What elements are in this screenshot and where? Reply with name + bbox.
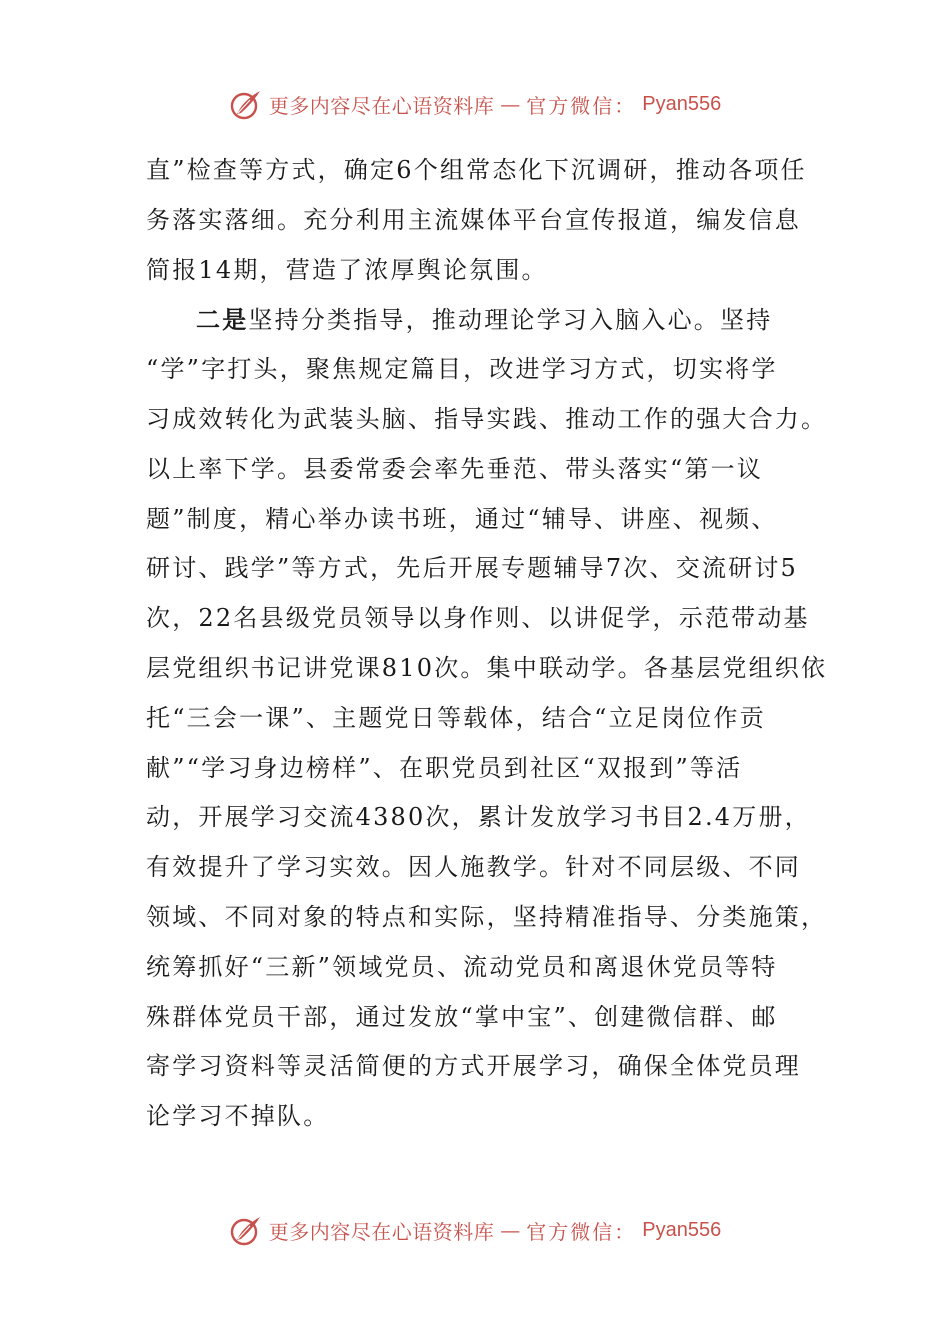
text-line: “学”字打头，聚焦规定篇目，改进学习方式，切实将学 xyxy=(146,355,778,384)
document-body xyxy=(146,146,828,1142)
text-line: 献”“学习身边榜样”、在职党员到社区“双报到”等活 xyxy=(146,753,743,782)
footer-separator: — xyxy=(500,1218,521,1242)
text-line: 直”检查等方式，确定6个组常态化下沉调研，推动各项任 xyxy=(146,156,807,184)
text-line: 次，22名县级党员领导以身作则、以讲促学，示范带动基 xyxy=(146,604,810,633)
footer-wechat-label: 官方微信： xyxy=(526,1219,637,1244)
text-line: 研讨、践学”等方式，先后开展专题辅导7次、交流研讨5 xyxy=(146,554,799,583)
text-line: 托“三会一课”、主题党日等载体，结合“立足岗位作贡 xyxy=(146,703,766,732)
text-line: 以上率下学。县委常委会率先垂范、带头落实“第一议 xyxy=(146,454,764,483)
text-line: 论学习不掉队。 xyxy=(146,1102,330,1131)
text-line: 务落实落细。充分利用主流媒体平台宣传报道，编发信息 xyxy=(146,205,801,234)
quill-logo-icon xyxy=(229,1213,263,1247)
text-line: 题”制度，精心举办读书班，通过“辅导、讲座、视频、 xyxy=(146,504,778,533)
paragraph-first-line-text: 坚持分类指导，推动理论学习入脑入心。坚持 xyxy=(248,306,773,335)
footer-site-text: 更多内容尽在心语资料库 xyxy=(268,1219,495,1244)
text-line: 有效提升了学习实效。因人施教学。针对不同层级、不同 xyxy=(146,853,801,882)
header-site-text: 更多内容尽在心语资料库 xyxy=(268,93,495,118)
text-line: 寄学习资料等灵活简便的方式开展学习，确保全体党员理 xyxy=(146,1052,801,1081)
footer-banner xyxy=(0,1210,950,1250)
paragraph-first-line xyxy=(146,295,808,345)
footer-wechat-id: Pyan556 xyxy=(642,1218,722,1241)
text-line: 领域、不同对象的特点和实际，坚持精准指导、分类施策， xyxy=(146,902,828,931)
text-line: 统筹抓好“三新”领域党员、流动党员和离退休党员等特 xyxy=(146,952,778,981)
text-line: 动，开展学习交流4380次，累计发放学习书目2.4万册， xyxy=(146,803,811,832)
header-wechat-label: 官方微信： xyxy=(526,93,637,118)
quill-logo-icon xyxy=(229,87,263,121)
header-banner xyxy=(0,84,950,124)
text-line: 殊群体党员干部，通过发放“掌中宝”、创建微信群、邮 xyxy=(146,1002,778,1031)
text-line: 简报14期，营造了浓厚舆论氛围。 xyxy=(146,255,548,284)
paragraph-lead: 二是 xyxy=(196,305,249,335)
text-line: 层党组织书记讲党课810次。集中联动学。各基层党组织依 xyxy=(146,653,828,682)
text-line: 习成效转化为武装头脑、指导实践、推动工作的强大合力。 xyxy=(146,404,828,433)
header-separator: — xyxy=(500,92,521,116)
header-wechat-id: Pyan556 xyxy=(642,92,722,115)
